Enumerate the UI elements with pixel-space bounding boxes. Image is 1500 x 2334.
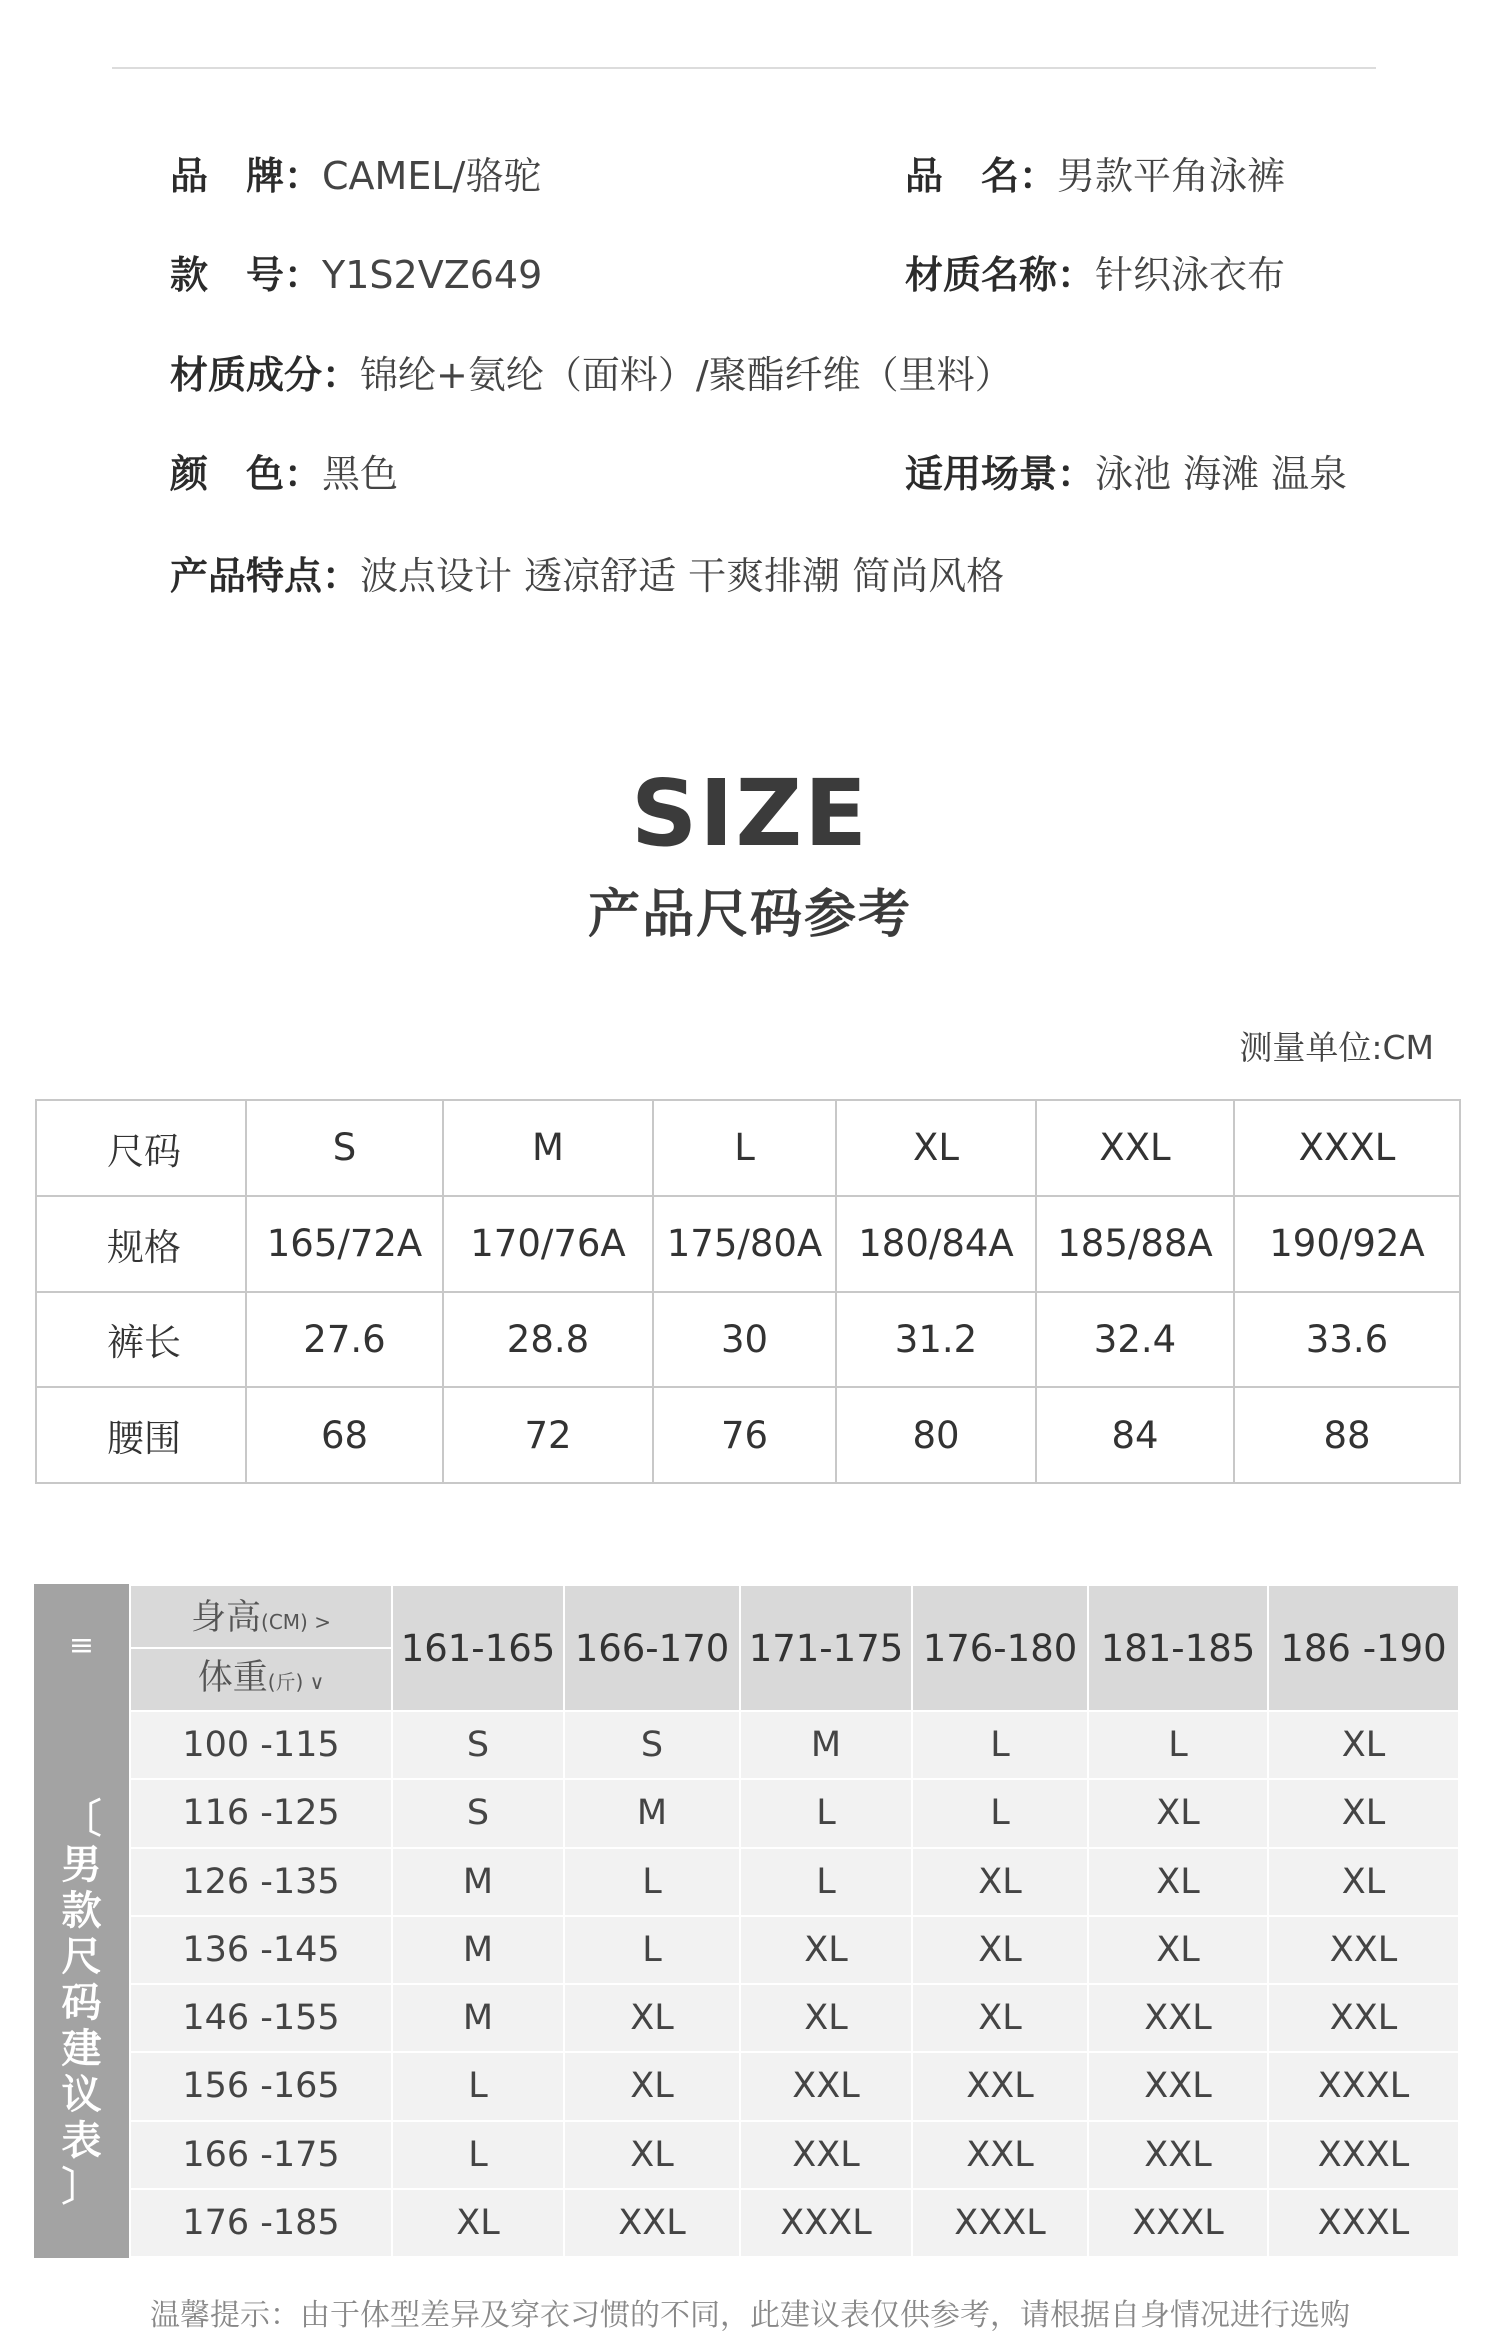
height-range-header: 181-185 <box>1088 1585 1268 1711</box>
recommended-size-cell: XL <box>912 1916 1088 1984</box>
spec-cell: 190/92A <box>1234 1196 1460 1292</box>
corner-cell <box>130 1585 392 1711</box>
height-range-header: 171-175 <box>740 1585 912 1711</box>
weight-label: 体重 <box>197 1658 268 1698</box>
recommended-size-cell: XXL <box>740 2052 912 2120</box>
height-range-header: 161-165 <box>392 1585 564 1711</box>
spec-cell: 84 <box>1036 1387 1234 1483</box>
name-row <box>905 148 1285 204</box>
composition-value: 锦纶+氨纶（面料）/聚酯纤维（里料） <box>360 353 1013 397</box>
size-subtitle: 产品尺码参考 <box>587 885 912 945</box>
spec-row <box>36 1292 1460 1388</box>
recommended-size-cell: L <box>1088 1711 1268 1779</box>
spec-cell: 175/80A <box>653 1196 836 1292</box>
scene-value: 泳池 海滩 温泉 <box>1095 452 1348 496</box>
scene-row <box>905 446 1347 502</box>
spec-cell: 33.6 <box>1234 1292 1460 1388</box>
recommended-size-cell: XL <box>1088 1916 1268 1984</box>
recommend-row <box>130 1779 1459 1847</box>
height-axis-label <box>131 1589 391 1649</box>
recommended-size-cell: XXL <box>1088 2121 1268 2189</box>
recommended-size-cell: XXL <box>564 2189 740 2257</box>
recommend-row <box>130 2121 1459 2189</box>
feature-row <box>170 548 1004 604</box>
spec-cell: 76 <box>653 1387 836 1483</box>
spec-cell: 28.8 <box>443 1292 653 1388</box>
table-side-label <box>34 1584 129 2258</box>
spec-row <box>36 1387 1460 1483</box>
recommended-size-cell: XXL <box>1088 1984 1268 2052</box>
header-row <box>130 1585 1459 1711</box>
recommended-size-cell: L <box>912 1779 1088 1847</box>
weight-range-cell: 146 -155 <box>130 1984 392 2052</box>
menu-icon: ≡ <box>68 1628 95 1663</box>
side-title-char: 建 <box>61 2026 102 2072</box>
recommended-size-cell: XXL <box>740 2121 912 2189</box>
recommended-size-cell: XL <box>564 1984 740 2052</box>
recommended-size-cell: XL <box>1088 1779 1268 1847</box>
spec-row-label: 裤长 <box>36 1292 246 1388</box>
recommended-size-cell: XXXL <box>1268 2121 1459 2189</box>
recommended-size-cell: XL <box>1088 1848 1268 1916</box>
name-value: 男款平角泳裤 <box>1057 154 1286 198</box>
spec-cell: L <box>653 1100 836 1196</box>
recommend-row <box>130 2189 1459 2257</box>
recommended-size-cell: XL <box>1268 1848 1459 1916</box>
model-row <box>170 247 542 303</box>
recommended-size-cell: L <box>564 1916 740 1984</box>
side-title-char: 议 <box>61 2072 102 2118</box>
spec-cell: 88 <box>1234 1387 1460 1483</box>
spec-cell: 180/84A <box>836 1196 1036 1292</box>
side-title-char: 男 <box>61 1842 102 1888</box>
spec-cell: XXL <box>1036 1100 1234 1196</box>
spec-cell: 32.4 <box>1036 1292 1234 1388</box>
recommend-row <box>130 1848 1459 1916</box>
recommended-size-cell: XXXL <box>740 2189 912 2257</box>
recommended-size-cell: XL <box>740 1984 912 2052</box>
recommended-size-cell: XXXL <box>1268 2052 1459 2120</box>
name-key: 品 名： <box>905 154 1058 198</box>
recommended-size-cell: XL <box>912 1848 1088 1916</box>
material-name-key: 材质名称： <box>905 253 1096 297</box>
recommend-grid <box>129 1584 1460 2258</box>
recommend-row <box>130 2052 1459 2120</box>
height-range-header: 166-170 <box>564 1585 740 1711</box>
height-range-header: 176-180 <box>912 1585 1088 1711</box>
spec-cell: 30 <box>653 1292 836 1388</box>
spec-cell: XXXL <box>1234 1100 1460 1196</box>
spec-cell: 185/88A <box>1036 1196 1234 1292</box>
size-spec-table <box>35 1099 1461 1484</box>
recommended-size-cell: S <box>392 1711 564 1779</box>
side-title-char: 表 <box>61 2118 102 2164</box>
recommended-size-cell: M <box>740 1711 912 1779</box>
side-title <box>34 1796 129 2210</box>
spec-cell: M <box>443 1100 653 1196</box>
recommended-size-cell: L <box>740 1848 912 1916</box>
color-key: 颜 色： <box>170 452 323 496</box>
spec-cell: 165/72A <box>246 1196 443 1292</box>
composition-row <box>170 347 1013 403</box>
material-name-value: 针织泳衣布 <box>1095 253 1286 297</box>
side-title-char: 〔 <box>61 1796 102 1842</box>
brand-value: CAMEL/骆驼 <box>322 154 542 198</box>
spec-row-label: 腰围 <box>36 1387 246 1483</box>
recommended-size-cell: S <box>392 1779 564 1847</box>
weight-unit: (斤) ∨ <box>267 1670 325 1694</box>
feature-key: 产品特点： <box>170 554 361 598</box>
recommended-size-cell: XXXL <box>912 2189 1088 2257</box>
brand-row <box>170 148 541 204</box>
scene-key: 适用场景： <box>905 452 1096 496</box>
recommended-size-cell: XXL <box>912 2052 1088 2120</box>
spec-cell: XL <box>836 1100 1036 1196</box>
recommended-size-cell: XL <box>1268 1779 1459 1847</box>
recommended-size-cell: S <box>564 1711 740 1779</box>
side-title-char: 〕 <box>61 2164 102 2210</box>
side-title-char: 码 <box>61 1980 102 2026</box>
recommended-size-cell: XL <box>1268 1711 1459 1779</box>
recommended-size-cell: XXXL <box>1268 2189 1459 2257</box>
size-title: SIZE <box>630 760 870 867</box>
measure-unit: 测量单位:CM <box>1239 1028 1434 1067</box>
spec-cell: 80 <box>836 1387 1036 1483</box>
recommended-size-cell: XXL <box>1088 2052 1268 2120</box>
recommended-size-cell: L <box>740 1779 912 1847</box>
tip-note: 温馨提示：由于体型差异及穿衣习惯的不同，此建议表仅供参考，请根据自身情况进行选购 <box>150 2298 1350 2333</box>
recommended-size-cell: XL <box>912 1984 1088 2052</box>
recommended-size-cell: L <box>912 1711 1088 1779</box>
spec-cell: S <box>246 1100 443 1196</box>
weight-range-cell: 116 -125 <box>130 1779 392 1847</box>
height-label: 身高 <box>191 1598 262 1638</box>
spec-cell: 72 <box>443 1387 653 1483</box>
recommend-row <box>130 1984 1459 2052</box>
recommended-size-cell: XXL <box>912 2121 1088 2189</box>
spec-cell: 31.2 <box>836 1292 1036 1388</box>
spec-row-label: 尺码 <box>36 1100 246 1196</box>
recommended-size-cell: XXL <box>1268 1984 1459 2052</box>
weight-range-cell: 176 -185 <box>130 2189 392 2257</box>
recommended-size-cell: L <box>564 1848 740 1916</box>
recommended-size-cell: XXXL <box>1088 2189 1268 2257</box>
weight-axis-label <box>131 1649 391 1707</box>
weight-range-cell: 156 -165 <box>130 2052 392 2120</box>
spec-cell: 170/76A <box>443 1196 653 1292</box>
spec-cell: 27.6 <box>246 1292 443 1388</box>
height-range-header: 186 -190 <box>1268 1585 1459 1711</box>
weight-range-cell: 100 -115 <box>130 1711 392 1779</box>
height-unit: (CM) > <box>261 1610 331 1634</box>
recommended-size-cell: M <box>392 1848 564 1916</box>
color-row <box>170 446 398 502</box>
spec-row <box>36 1196 1460 1292</box>
model-value: Y1S2VZ649 <box>322 253 543 297</box>
recommended-size-cell: M <box>392 1984 564 2052</box>
recommended-size-cell: M <box>392 1916 564 1984</box>
recommend-row <box>130 1916 1459 1984</box>
recommend-row <box>130 1711 1459 1779</box>
size-recommendation-table <box>34 1584 1458 2258</box>
feature-value: 波点设计 透凉舒适 干爽排潮 简尚风格 <box>360 554 1005 598</box>
color-value: 黑色 <box>322 452 399 496</box>
weight-range-cell: 166 -175 <box>130 2121 392 2189</box>
recommended-size-cell: XXL <box>1268 1916 1459 1984</box>
spec-row-label: 规格 <box>36 1196 246 1292</box>
material-name-row <box>905 247 1285 303</box>
recommended-size-cell: XL <box>564 2121 740 2189</box>
recommended-size-cell: M <box>564 1779 740 1847</box>
recommended-size-cell: XL <box>740 1916 912 1984</box>
model-key: 款 号： <box>170 253 323 297</box>
weight-range-cell: 126 -135 <box>130 1848 392 1916</box>
recommended-size-cell: L <box>392 2121 564 2189</box>
weight-range-cell: 136 -145 <box>130 1916 392 1984</box>
side-title-char: 款 <box>61 1888 102 1934</box>
spec-cell: 68 <box>246 1387 443 1483</box>
recommended-size-cell: L <box>392 2052 564 2120</box>
brand-key: 品 牌： <box>170 154 323 198</box>
spec-row <box>36 1100 1460 1196</box>
recommended-size-cell: XL <box>392 2189 564 2257</box>
top-divider <box>112 67 1376 69</box>
side-title-char: 尺 <box>61 1934 102 1980</box>
composition-key: 材质成分： <box>170 353 361 397</box>
recommended-size-cell: XL <box>564 2052 740 2120</box>
